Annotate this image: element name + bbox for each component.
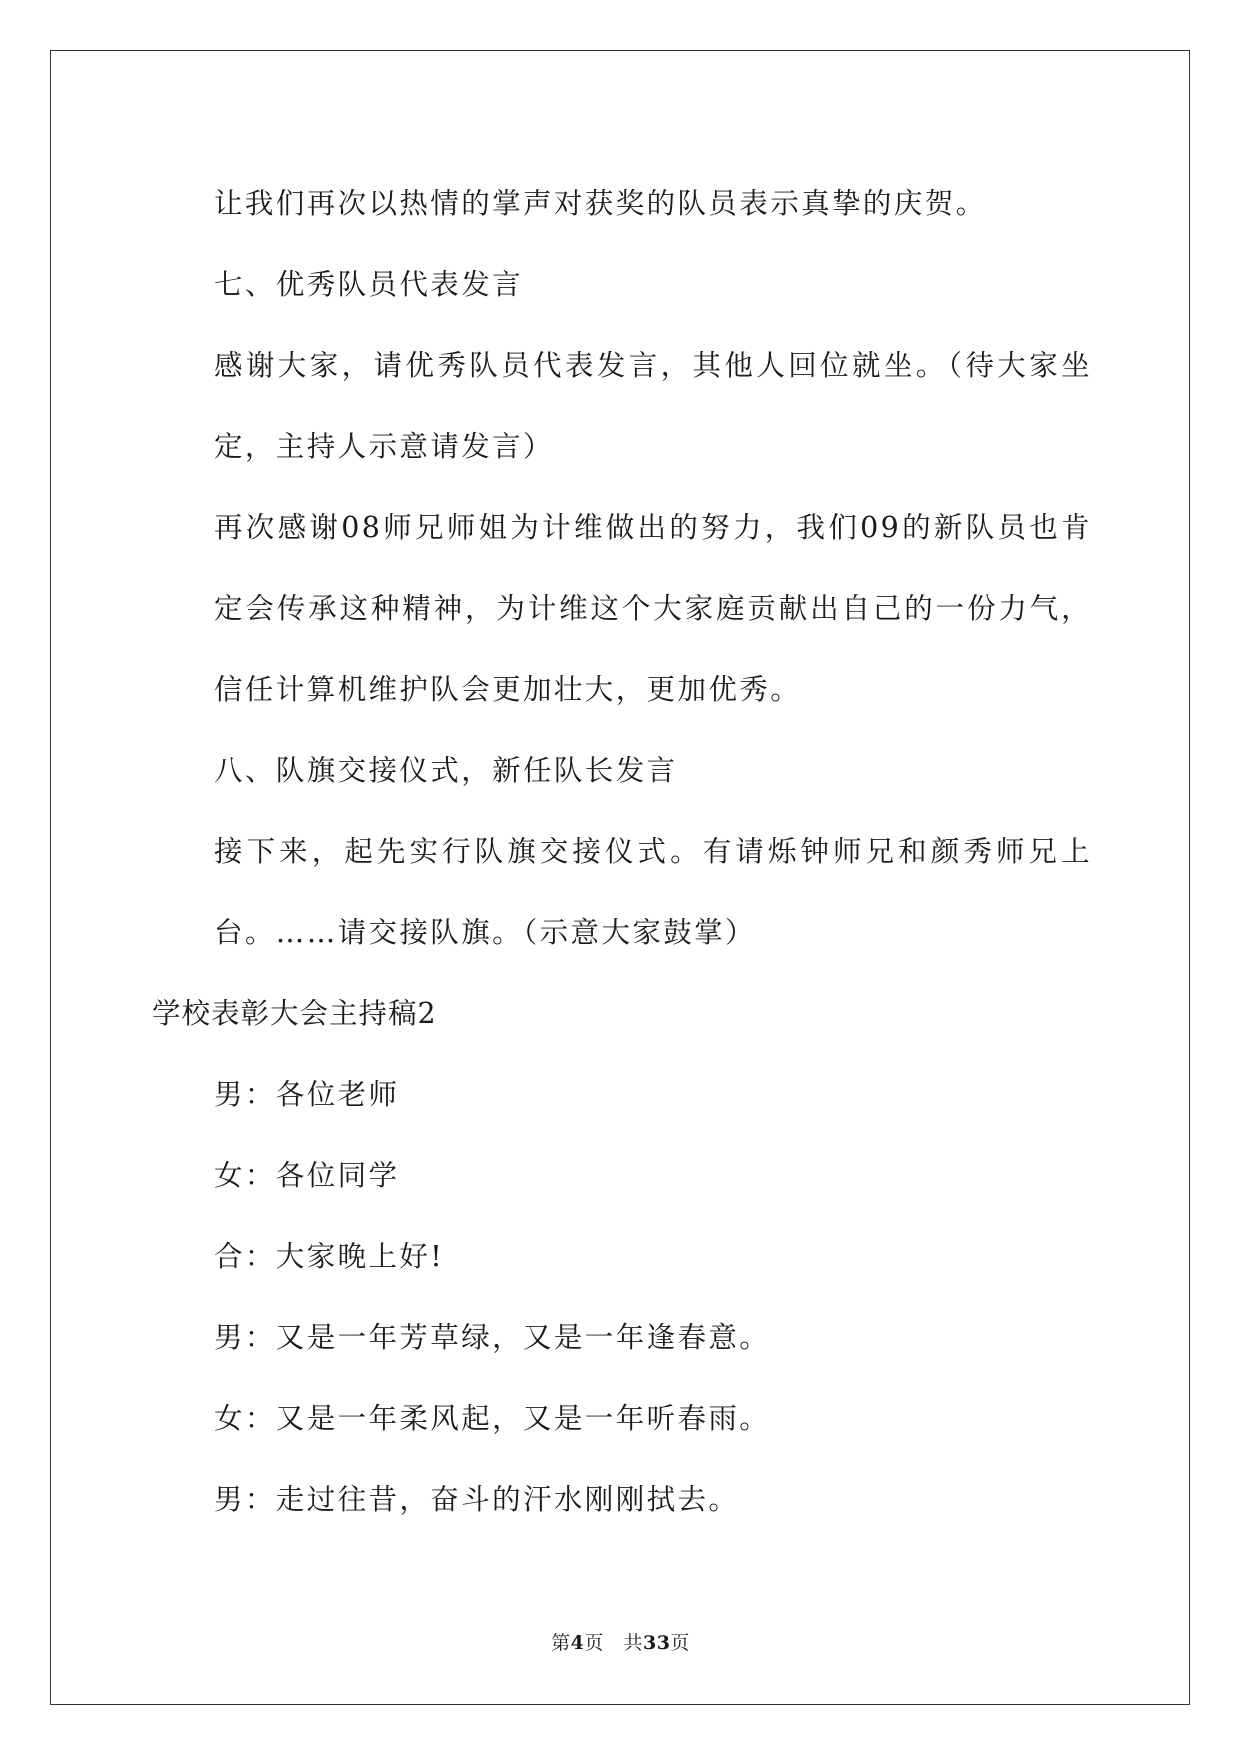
paragraph-flag-handover: 接下来，起先实行队旗交接仪式。有请烁钟师兄和颜秀师兄上台。……请交接队旗。（示意大家鼓掌）	[214, 835, 1092, 949]
dialogue-line: 男：又是一年芳草绿，又是一年逢春意。	[214, 1321, 771, 1354]
page-number: 4	[570, 1632, 585, 1654]
footer-page-suffix: 页	[584, 1632, 604, 1654]
dialogue-line: 女：各位同学	[214, 1159, 400, 1192]
footer-total-suffix: 页	[670, 1632, 690, 1654]
dialogue-line: 女：又是一年柔风起，又是一年听春雨。	[214, 1402, 771, 1435]
paragraph-thanks: 感谢大家，请优秀队员代表发言，其他人回位就坐。（待大家坐定，主持人示意请发言）	[214, 349, 1092, 463]
footer-total-prefix: 共	[623, 1632, 643, 1654]
document-body	[152, 163, 1092, 1540]
section-heading-7: 七、优秀队员代表发言	[214, 268, 524, 301]
paragraph-applause: 让我们再次以热情的掌声对获奖的队员表示真挚的庆贺。	[214, 187, 987, 220]
total-pages: 33	[642, 1632, 671, 1654]
footer-prefix: 第	[551, 1632, 571, 1654]
page-footer	[0, 1628, 1241, 1655]
paragraph-tribute: 再次感谢08师兄师姐为计维做出的努力，我们09的新队员也肯定会传承这种精神，为计维这个大家庭贡献出自己的一份力气，信任计算机维护队会更加壮大，更加优秀。	[214, 511, 1092, 706]
document-title-2: 学校表彰大会主持稿2	[152, 997, 437, 1030]
section-heading-8: 八、队旗交接仪式，新任队长发言	[214, 754, 678, 787]
dialogue-line: 男：各位老师	[214, 1078, 400, 1111]
dialogue-line: 合：大家晚上好!	[214, 1240, 445, 1273]
dialogue-line: 男：走过往昔，奋斗的汗水刚刚拭去。	[214, 1483, 740, 1516]
